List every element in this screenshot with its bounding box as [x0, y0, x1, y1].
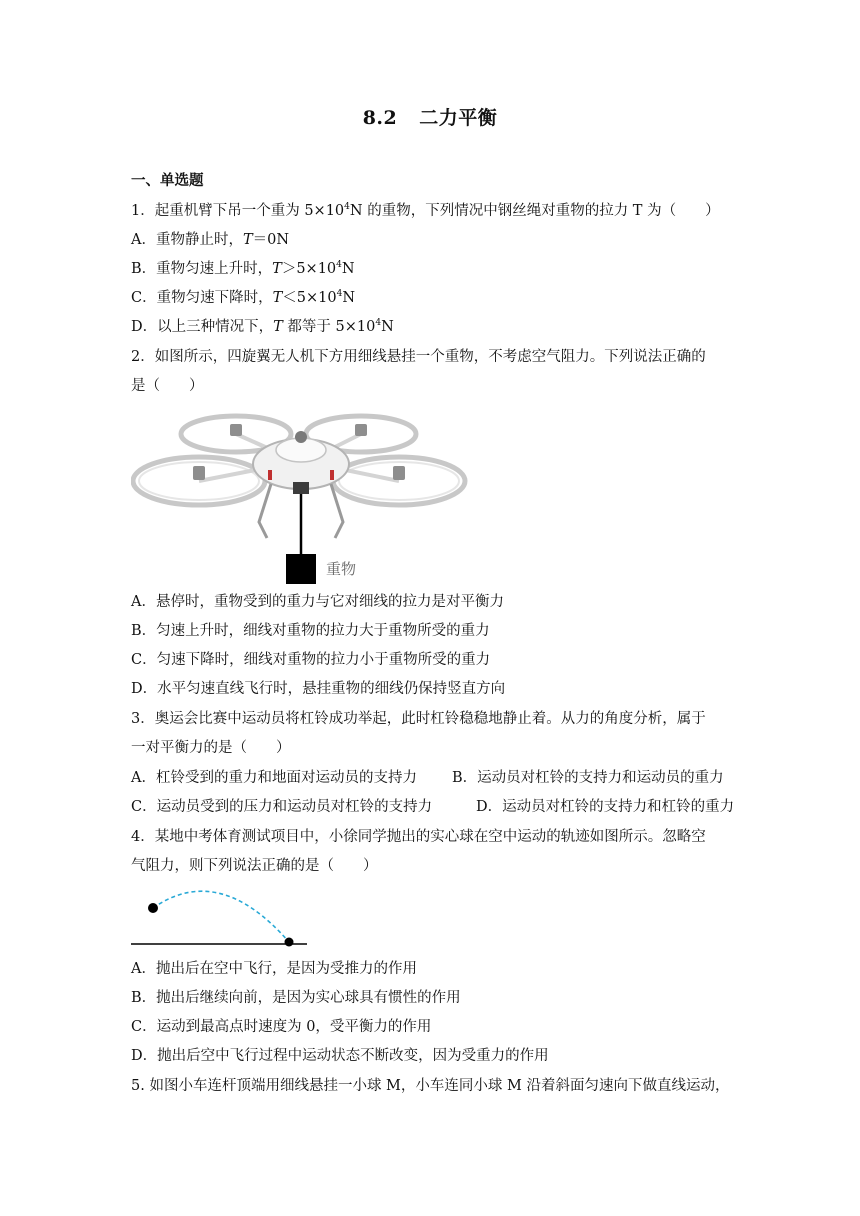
q1-option-c-text: ＜5×10 [282, 290, 337, 306]
q4-stem-line2: 气阻力，则下列说法正确的是（ ） [131, 858, 378, 874]
q3-stem-line2: 一对平衡力的是（ ） [131, 740, 291, 756]
q1-option-a-text: A．重物静止时， [131, 232, 243, 248]
q4-stem-line1: 4．某地中考体育测试项目中，小徐同学抛出的实心球在空中运动的轨迹如图所示。忽略空 [131, 829, 706, 845]
q1-stem-exponent: 4 [344, 202, 350, 213]
q1-option-c-variable: T [272, 290, 283, 306]
q1-stem-part: N 的重物，下列情况中钢丝绳对重物的拉力 T 为（ ） [349, 203, 720, 219]
q1-option-b-variable: T [272, 261, 282, 277]
ball-landing [285, 938, 294, 947]
q1-option-d-text: D．以上三种情况下， [131, 319, 274, 335]
q3-stem-line1: 3．奥运会比赛中运动员将杠铃成功举起，此时杠铃稳稳地静止着。从力的角度分析，属于 [131, 711, 706, 727]
title-number: 8.2 [362, 107, 398, 129]
q4-option-d: D．抛出后空中飞行过程中运动状态不断改变，因为受重力的作用 [131, 1048, 549, 1064]
section-heading: 一、单选题 [131, 172, 204, 189]
q1-option-a-variable: T [242, 232, 253, 248]
q3-option-c: C．运动员受到的压力和运动员对杠铃的支持力 [131, 799, 433, 815]
q1-option-b [131, 259, 355, 279]
q4-option-c: C．运动到最高点时速度为 0，受平衡力的作用 [131, 1019, 432, 1035]
drone-figure [131, 404, 481, 589]
q2-option-b: B．匀速上升时，细线对重物的拉力大于重物所受的重力 [131, 623, 490, 639]
q4-option-a: A．抛出后在空中飞行，是因为受推力的作用 [131, 961, 417, 977]
q2-option-d: D．水平匀速直线飞行时，悬挂重物的细线仍保持竖直方向 [131, 681, 506, 697]
q1-stem-part: 1．起重机臂下吊一个重为 5×10 [131, 203, 345, 219]
q1-option-d-text: 都等于 5×10 [282, 319, 376, 335]
q3-option-d: D．运动员对杠铃的支持力和杠铃的重力 [476, 799, 735, 815]
title-text: 二力平衡 [419, 107, 498, 129]
q1-option-b-exponent: 4 [336, 260, 342, 271]
q1-option-b-text: B．重物匀速上升时， [131, 261, 273, 277]
q2-option-a: A．悬停时，重物受到的重力与它对细线的拉力是对平衡力 [131, 594, 504, 610]
ball-start [148, 903, 158, 913]
q1-option-c [131, 288, 355, 308]
q1-option-c-unit: N [342, 290, 356, 306]
q3-option-a: A．杠铃受到的重力和地面对运动员的支持力 [131, 770, 417, 786]
q4-option-b: B．抛出后继续向前，是因为实心球具有惯性的作用 [131, 990, 461, 1006]
q5-stem-line1: 5. 如图小车连杆顶端用细线悬挂一小球 M，小车连同小球 M 沿着斜面匀速向下做直线运动， [131, 1078, 730, 1094]
q1-option-b-text: ＞5×10 [281, 261, 337, 277]
q1-option-b-unit: N [341, 261, 355, 277]
q1-option-d-variable: T [273, 319, 283, 335]
q3-option-b: B．运动员对杠铃的支持力和运动员的重力 [452, 770, 724, 786]
page-title [0, 103, 860, 130]
q1-option-a [131, 230, 289, 250]
q2-option-c: C．匀速下降时，细线对重物的拉力小于重物所受的重力 [131, 652, 491, 668]
q2-stem-line2: 是（ ） [131, 378, 204, 394]
q1-option-d-exponent: 4 [375, 318, 382, 329]
trajectory-path [153, 891, 289, 942]
q1-option-a-text: ＝0N [252, 232, 290, 248]
q1-option-d [131, 317, 394, 337]
q1-option-d-unit: N [381, 319, 394, 335]
q1-option-c-text: C．重物匀速下降时， [131, 290, 273, 306]
weight-label: 重物 [326, 560, 357, 578]
q1-stem [131, 201, 720, 221]
q1-option-c-exponent: 4 [336, 289, 343, 300]
q2-stem-line1: 2．如图所示，四旋翼无人机下方用细线悬挂一个重物，不考虑空气阻力。下列说法正确的 [131, 349, 706, 365]
ball-trajectory-figure [131, 884, 311, 950]
